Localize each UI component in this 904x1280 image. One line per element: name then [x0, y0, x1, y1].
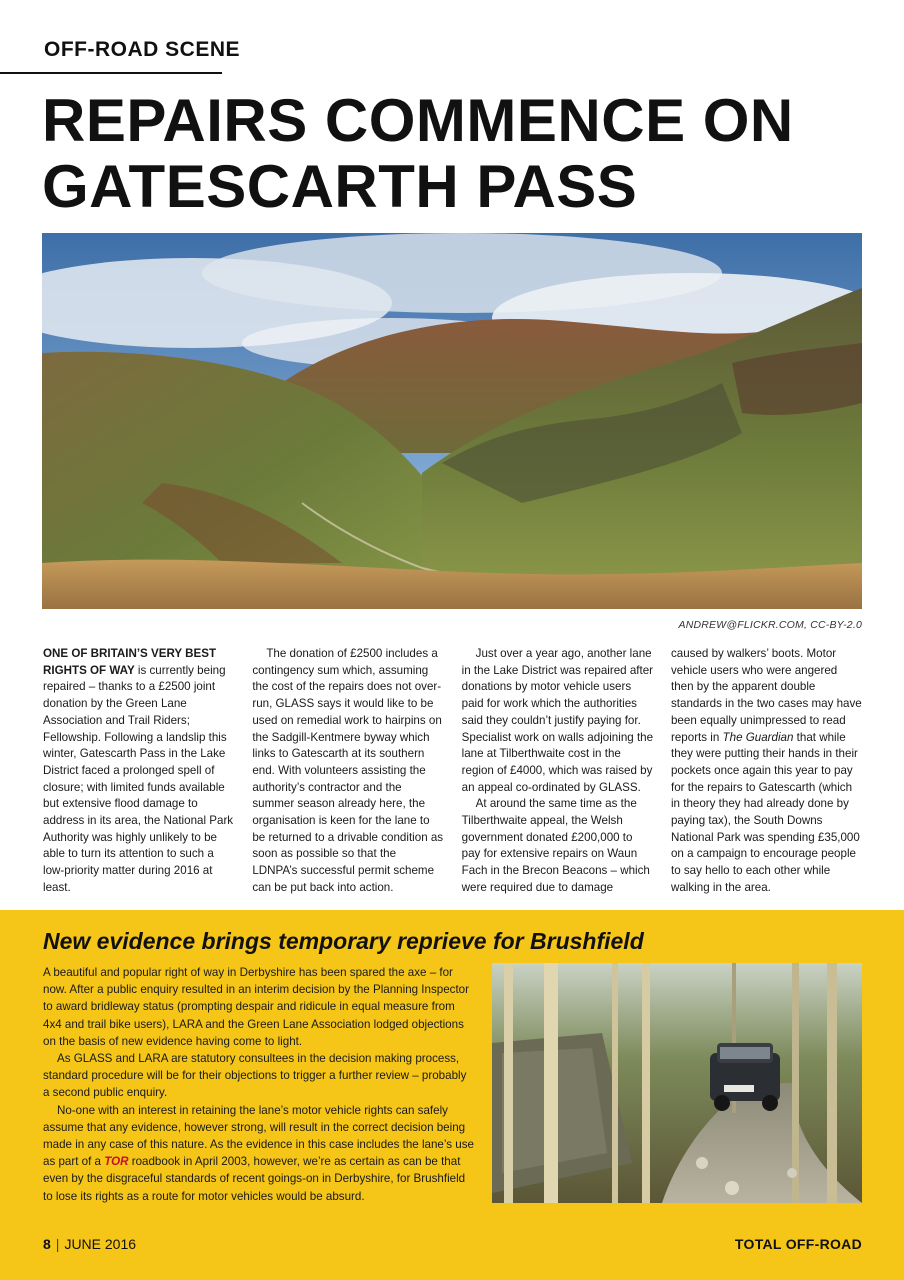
section-rule	[0, 72, 222, 74]
sidebar-paragraph-2: As GLASS and LARA are statutory consultees in the decision making process, standard procedure will be for their objections to trigger a further review – probably a second public enquiry.	[43, 1052, 467, 1100]
sidebar-title: New evidence brings temporary reprieve for Brushfield	[43, 928, 644, 954]
woodland-4x4-image	[492, 963, 862, 1203]
hero-photo	[42, 233, 862, 609]
publication-name: The Guardian	[722, 730, 794, 744]
sidebar-box	[0, 910, 904, 1280]
article-col3-paragraph-1: Just over a year ago, another lane in the Lake District was repaired after donations by motor vehicle users paid for work which the authorities said they couldn’t justify paying for. Specialist work on walls adjoining the lane at Tilberthwaite cost in the region of £4000, which was raised by an appeal co-ordinated by GLASS.	[461, 647, 654, 794]
tor-brand: TOR	[104, 1155, 129, 1169]
page-number: 8	[43, 1236, 51, 1252]
article-column-3	[462, 646, 654, 898]
issue-date: JUNE 2016	[64, 1236, 137, 1252]
sidebar-p3-after: roadbook in April 2003, however, we’re as certain as can be that even by the disgraceful standards of recent goings-on in Derbyshire, for Brushfield to lose its rights as a route for motor vehicles would be absurd.	[43, 1155, 466, 1203]
article-column-2	[252, 646, 444, 898]
headline-line-2: GATESCARTH PASS	[42, 153, 638, 220]
sidebar-photo	[492, 963, 862, 1203]
valley-landscape-image	[42, 233, 862, 609]
sidebar-body	[43, 964, 475, 1205]
article-column-1	[43, 646, 235, 898]
headline	[42, 88, 862, 220]
vehicle-shape	[710, 1043, 780, 1111]
photo-credit: ANDREW@FLICKR.COM, CC-BY-2.0	[678, 619, 862, 631]
footer-separator: |	[55, 1236, 60, 1252]
article-col3-paragraph-2: At around the same time as the Tilberthwaite appeal, the Welsh government donated £200,000 to pay for extensive repairs on Waun Fach in the Brecon Beacons – which were required due to damage	[461, 797, 650, 894]
article-col1-text: is currently being repaired – thanks to a £2500 joint donation by the Green Lane Association and Trail Riders; Fellowship. Following a landslip this winter, Gatescarth Pass in the Lake District faced a prolonged spell of closure; with limited funds available but extensive flood damage to address in its area, the National Park Authority was highly unlikely to be able to turn its attention to such a low-priority matter during 2016 at least.	[43, 663, 234, 894]
sidebar-p3-before: No-one with an interest in retaining the lane’s motor vehicle rights can safely assume that any evidence, however strong, will result in the correct decision being made in any case of this nature. As the evidence in this case includes the lane’s use as part of a	[43, 1103, 474, 1169]
article-lead: ONE OF BRITAIN’S VERY BEST RIGHTS OF WAY	[43, 647, 217, 677]
article-body	[43, 646, 863, 898]
magazine-name: TOTAL OFF-ROAD	[734, 1236, 862, 1252]
article-col2-text: The donation of £2500 includes a contingency sum which, assuming the cost of the repairs does not over-run, GLASS says it would like to be used on remedial work to hairpins on the Sadgill-Kentmere byway which links to Gatescarth at its southern end. With volunteers assisting the authority’s contractor and the summer season already here, the organisation is keen for the lane to be returned to a drivable condition as soon as possible so that the LDNPA’s successful permit scheme can be put back into action.	[252, 647, 444, 894]
footer-page-info	[43, 1236, 136, 1252]
article-col4-text-before: caused by walkers’ boots. Motor vehicle users who were angered then by the apparent double standards in the two cases may have been equally unimpressed to read reports in	[670, 647, 862, 744]
article-column-4	[671, 646, 863, 898]
sidebar-paragraph-1: A beautiful and popular right of way in Derbyshire has been spared the axe – for now. After a public enquiry resulted in an interim decision by the Planning Inspector to award bridleway status (prompting despair and ridicule in equal measure from 4x4 and trail bike users), LARA and the Green Lane Association lodged objections on the basis of new evidence having come to light.	[43, 966, 469, 1048]
headline-line-1: REPAIRS COMMENCE ON	[42, 87, 794, 154]
article-col4-text-after: that while they were putting their hands in their pockets once again this year to pay for the repairs to Gatescarth (which in theory they had already done by paying tax), the South Downs National Park was spending £35,000 on a campaign to encourage people to say hello to each other while walking in the area.	[670, 730, 860, 894]
section-label: OFF-ROAD SCENE	[44, 38, 240, 61]
sidebar-paragraph-3	[43, 1102, 475, 1205]
